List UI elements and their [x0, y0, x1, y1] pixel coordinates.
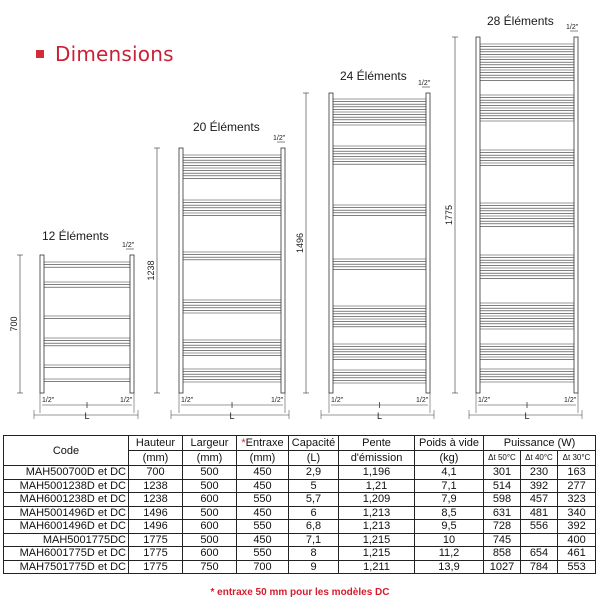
- cell-p50: 745: [484, 533, 521, 547]
- cell-poids: 7,1: [415, 479, 484, 493]
- header-dt30: Δt 30°C: [558, 451, 596, 466]
- specs-table: [3, 435, 596, 574]
- cell-entraxe: 550: [237, 547, 289, 561]
- cell-hauteur: 1238: [129, 493, 183, 507]
- cell-p40: 481: [521, 506, 558, 520]
- cell-code: MAH7501775D et DC: [4, 560, 129, 574]
- cell-capacite: 8: [289, 547, 339, 561]
- drawing-title: 20 Éléments: [193, 120, 260, 134]
- specs-table-body: [4, 466, 596, 574]
- cell-p40: 230: [521, 466, 558, 480]
- cell-p30: 340: [558, 506, 596, 520]
- left-collector: [179, 148, 183, 393]
- cell-entraxe: 450: [237, 533, 289, 547]
- length-label: L: [84, 411, 90, 421]
- cell-entraxe: 450: [237, 479, 289, 493]
- table-row: [4, 520, 596, 534]
- drawing-title: 12 Éléments: [42, 229, 109, 243]
- cell-poids: 11,2: [415, 547, 484, 561]
- cell-hauteur: 1496: [129, 520, 183, 534]
- cell-entraxe: 450: [237, 466, 289, 480]
- header-capacite: Capacité: [289, 436, 339, 451]
- inlet-right-label: 1/2": [120, 397, 133, 404]
- header-largeur-unit: (mm): [183, 451, 237, 466]
- cell-capacite: 9: [289, 560, 339, 574]
- cell-poids: 9,5: [415, 520, 484, 534]
- cell-p30: 392: [558, 520, 596, 534]
- cell-code: MAH5001775DC: [4, 533, 129, 547]
- inlet-left-label: 1/2": [331, 397, 344, 404]
- entraxe-label: l: [378, 401, 381, 410]
- connection-label: 1/2": [566, 24, 579, 31]
- cell-pente: 1,21: [339, 479, 415, 493]
- cell-entraxe: 550: [237, 493, 289, 507]
- entraxe-label: Entraxe: [245, 437, 284, 449]
- left-collector: [40, 255, 44, 393]
- header-poids: Poids à vide: [415, 436, 484, 451]
- table-row: [4, 547, 596, 561]
- cell-p30: 400: [558, 533, 596, 547]
- height-dimension-label: 700: [9, 316, 19, 332]
- cell-p50: 631: [484, 506, 521, 520]
- table-row: [4, 479, 596, 493]
- cell-largeur: 500: [183, 466, 237, 480]
- header-code: Code: [4, 436, 129, 466]
- cell-largeur: 600: [183, 547, 237, 561]
- inlet-left-label: 1/2": [181, 397, 194, 404]
- cell-capacite: 7,1: [289, 533, 339, 547]
- cell-code: MAH6001238D et DC: [4, 493, 129, 507]
- cell-entraxe: 700: [237, 560, 289, 574]
- header-poids-unit: (kg): [415, 451, 484, 466]
- cell-code: MAH5001238D et DC: [4, 479, 129, 493]
- cell-entraxe: 450: [237, 506, 289, 520]
- header-dt40: Δt 40°C: [521, 451, 558, 466]
- cell-pente: 1,211: [339, 560, 415, 574]
- drawing-title: 24 Éléments: [340, 69, 407, 83]
- cell-hauteur: 1775: [129, 547, 183, 561]
- entraxe-asterisk: *: [241, 437, 246, 449]
- table-row: [4, 560, 596, 574]
- entraxe-label: l: [526, 401, 528, 410]
- cell-p50: 1027: [484, 560, 521, 574]
- cell-p40: 457: [521, 493, 558, 507]
- cell-p30: 323: [558, 493, 596, 507]
- right-collector: [426, 93, 430, 393]
- header-dt50: Δt 50°C: [484, 451, 521, 466]
- cell-largeur: 600: [183, 493, 237, 507]
- entraxe-label: l: [231, 401, 233, 410]
- cell-largeur: 750: [183, 560, 237, 574]
- cell-largeur: 600: [183, 520, 237, 534]
- length-label: L: [376, 411, 383, 421]
- cell-pente: 1,213: [339, 520, 415, 534]
- cell-hauteur: 1496: [129, 506, 183, 520]
- cell-capacite: 2,9: [289, 466, 339, 480]
- connection-label: 1/2": [122, 242, 135, 249]
- cell-capacite: 5,7: [289, 493, 339, 507]
- cell-hauteur: 700: [129, 466, 183, 480]
- cell-poids: 8,5: [415, 506, 484, 520]
- left-collector: [329, 93, 333, 393]
- cell-poids: 4,1: [415, 466, 484, 480]
- inlet-left-label: 1/2": [42, 397, 55, 404]
- right-collector: [281, 148, 285, 393]
- height-dimension-label: 1775: [444, 204, 454, 226]
- cell-p30: 163: [558, 466, 596, 480]
- cell-pente: 1,196: [339, 466, 415, 480]
- cell-code: MAH5001496D et DC: [4, 506, 129, 520]
- length-label: L: [229, 411, 235, 421]
- specs-table-wrapper: [3, 435, 595, 574]
- cell-p40: 784: [521, 560, 558, 574]
- cell-p40: 556: [521, 520, 558, 534]
- header-capacite-unit: (L): [289, 451, 339, 466]
- cell-entraxe: 550: [237, 520, 289, 534]
- cell-p40: 654: [521, 547, 558, 561]
- cell-poids: 10: [415, 533, 484, 547]
- cell-largeur: 500: [183, 533, 237, 547]
- inlet-right-label: 1/2": [416, 397, 429, 404]
- header-pente: Pente: [339, 436, 415, 451]
- cell-code: MAH6001496D et DC: [4, 520, 129, 534]
- cell-pente: 1,209: [339, 493, 415, 507]
- cell-p30: 277: [558, 479, 596, 493]
- cell-code: MAH500700D et DC: [4, 466, 129, 480]
- cell-capacite: 5: [289, 479, 339, 493]
- cell-largeur: 500: [183, 479, 237, 493]
- height-dimension-label: 1238: [146, 260, 156, 281]
- cell-p40: 392: [521, 479, 558, 493]
- cell-p40: [521, 533, 558, 547]
- header-entraxe-unit: (mm): [237, 451, 289, 466]
- height-dimension-label: 1496: [295, 232, 305, 254]
- cell-p50: 514: [484, 479, 521, 493]
- footnote: * entraxe 50 mm pour les modèles DC: [210, 587, 390, 598]
- right-collector: [574, 37, 578, 393]
- cell-pente: 1,215: [339, 547, 415, 561]
- header-pente-unit: d'émission: [339, 451, 415, 466]
- cell-hauteur: 1775: [129, 533, 183, 547]
- header-hauteur-unit: (mm): [129, 451, 183, 466]
- cell-p50: 301: [484, 466, 521, 480]
- inlet-right-label: 1/2": [271, 397, 284, 404]
- drawing-title: 28 Éléments: [487, 14, 554, 28]
- cell-pente: 1,213: [339, 506, 415, 520]
- right-collector: [130, 255, 134, 393]
- cell-p30: 553: [558, 560, 596, 574]
- cell-code: MAH6001775D et DC: [4, 547, 129, 561]
- cell-p50: 598: [484, 493, 521, 507]
- cell-hauteur: 1238: [129, 479, 183, 493]
- header-puissance: Puissance (W): [484, 436, 596, 451]
- header-largeur: Largeur: [183, 436, 237, 451]
- cell-hauteur: 1775: [129, 560, 183, 574]
- cell-capacite: 6: [289, 506, 339, 520]
- table-row: [4, 506, 596, 520]
- table-row: [4, 533, 596, 547]
- table-row: [4, 493, 596, 507]
- table-row: [4, 466, 596, 480]
- connection-label: 1/2": [273, 135, 286, 142]
- entraxe-label: l: [86, 401, 88, 410]
- cell-p30: 461: [558, 547, 596, 561]
- left-collector: [476, 37, 480, 393]
- connection-label: 1/2": [418, 80, 431, 87]
- header-hauteur: Hauteur: [129, 436, 183, 451]
- length-label: L: [524, 411, 530, 421]
- inlet-right-label: 1/2": [564, 397, 577, 404]
- cell-pente: 1,215: [339, 533, 415, 547]
- cell-poids: 7,9: [415, 493, 484, 507]
- cell-p50: 728: [484, 520, 521, 534]
- cell-largeur: 500: [183, 506, 237, 520]
- section-title: Dimensions: [55, 42, 174, 66]
- cell-p50: 858: [484, 547, 521, 561]
- inlet-left-label: 1/2": [478, 397, 491, 404]
- header-entraxe: [237, 436, 289, 451]
- cell-poids: 13,9: [415, 560, 484, 574]
- cell-capacite: 6,8: [289, 520, 339, 534]
